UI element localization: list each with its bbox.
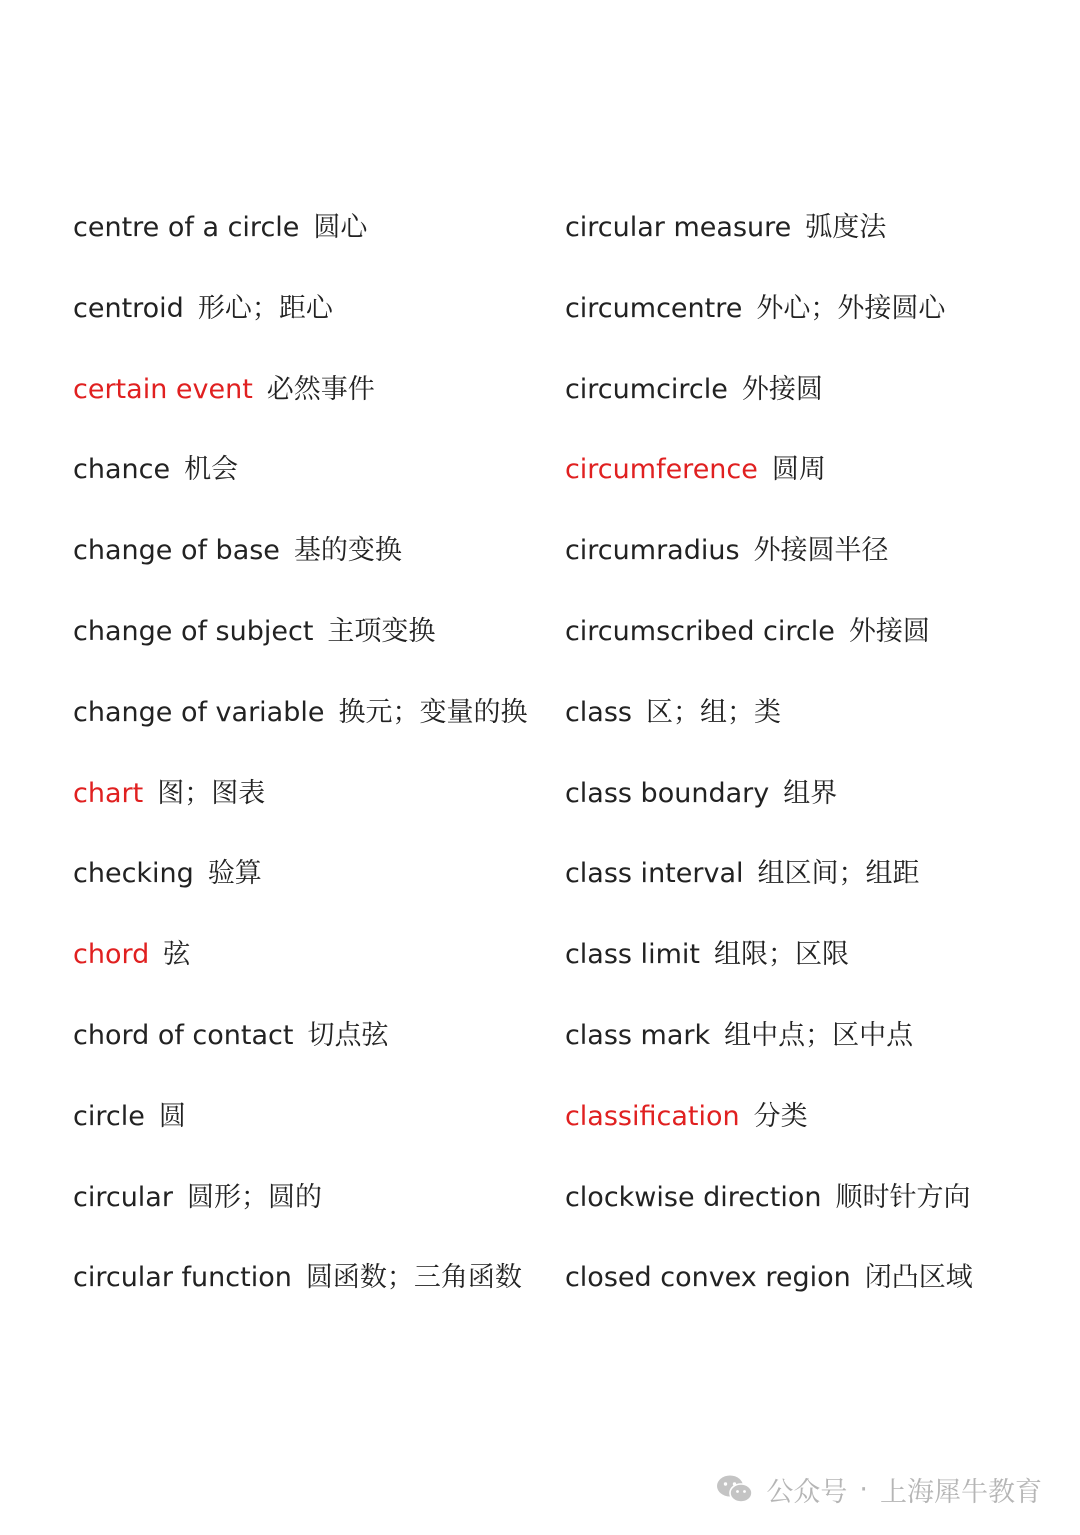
entry-translation: 切点弦 (307, 1019, 389, 1051)
glossary-entry (565, 604, 1033, 685)
entry-translation: 区；组；类 (645, 696, 781, 728)
entry-term: circumcentre (564, 292, 743, 324)
entry-term: circumference (564, 454, 758, 486)
entry-translation: 主项变换 (327, 615, 436, 647)
entry-translation: 圆形；圆的 (186, 1181, 322, 1213)
glossary-entry (73, 604, 565, 685)
entry-translation: 顺时针方向 (835, 1181, 971, 1213)
glossary-entry (73, 1250, 565, 1331)
glossary-column-right (565, 200, 1033, 1331)
entry-term: change of variable (73, 696, 325, 728)
glossary-entry (73, 766, 565, 847)
entry-translation: 验算 (207, 858, 262, 890)
entry-term: circle (73, 1100, 145, 1132)
glossary-entry (565, 523, 1033, 604)
glossary-entry (565, 927, 1033, 1008)
entry-term: class boundary (564, 777, 770, 809)
entry-translation: 分类 (753, 1100, 808, 1132)
entry-term: certain event (73, 373, 253, 405)
watermark-label: 公众号 (766, 1476, 848, 1508)
entry-term: change of subject (73, 615, 314, 647)
entry-translation: 形心；距心 (197, 292, 333, 324)
entry-term: chord of contact (73, 1019, 294, 1051)
entry-term: class mark (564, 1019, 711, 1051)
entry-translation: 弦 (163, 939, 191, 971)
entry-term: circular (73, 1181, 173, 1213)
entry-translation: 必然事件 (266, 373, 375, 405)
entry-term: circular function (73, 1262, 292, 1294)
glossary-entry (73, 442, 565, 523)
glossary-entry (565, 200, 1033, 281)
entry-term: change of base (73, 535, 280, 567)
entry-translation: 外接圆 (741, 373, 823, 405)
entry-term: closed convex region (564, 1262, 851, 1294)
glossary-entry (565, 442, 1033, 523)
entry-term: checking (73, 858, 194, 890)
entry-term: centroid (73, 292, 184, 324)
glossary-entry (565, 281, 1033, 362)
glossary-entry (565, 685, 1033, 766)
entry-translation: 弧度法 (805, 212, 887, 243)
glossary-entry (73, 200, 565, 281)
glossary-entry (73, 1008, 565, 1089)
entry-translation: 机会 (184, 454, 239, 486)
entry-translation: 组区间；组距 (757, 858, 920, 890)
watermark-separator: · (859, 1473, 868, 1505)
entry-term: class interval (564, 858, 744, 890)
entry-translation: 外接圆 (848, 615, 930, 647)
entry-term: circumcircle (564, 373, 728, 405)
wechat-icon (716, 1474, 754, 1504)
entry-term: chart (73, 777, 144, 809)
entry-translation: 圆周 (771, 454, 826, 486)
entry-term: class (564, 696, 632, 728)
glossary-entry (73, 685, 565, 766)
entry-translation: 组限；区限 (713, 939, 849, 971)
entry-translation: 组中点；区中点 (724, 1019, 914, 1051)
glossary-entry (565, 1170, 1033, 1251)
entry-term: chance (73, 454, 171, 486)
entry-translation: 圆 (158, 1100, 186, 1132)
entry-term: chord (73, 939, 150, 971)
entry-translation: 外接圆半径 (753, 535, 889, 567)
glossary-entry (73, 1089, 565, 1170)
watermark (716, 1469, 1042, 1509)
glossary-entry (73, 927, 565, 1008)
glossary-entry (565, 1089, 1033, 1170)
glossary-entry (73, 523, 565, 604)
glossary-entry (565, 766, 1033, 847)
entry-translation: 换元；变量的换 (338, 696, 528, 728)
entry-term: circumscribed circle (564, 615, 835, 647)
glossary-entry (565, 1250, 1033, 1331)
entry-term: class limit (564, 939, 700, 971)
entry-translation: 组界 (783, 777, 838, 809)
glossary-entry (565, 1008, 1033, 1089)
glossary-entry (73, 1170, 565, 1251)
entry-term: circumradius (564, 535, 740, 567)
glossary-entry (565, 362, 1033, 443)
watermark-account: 上海犀牛教育 (880, 1476, 1042, 1508)
glossary-column-left (73, 200, 565, 1331)
entry-translation: 闭凸区域 (864, 1262, 973, 1294)
entry-term: circular measure (564, 212, 792, 243)
entry-term: centre of a circle (73, 212, 300, 243)
entry-term: classification (564, 1100, 740, 1132)
glossary-entry (565, 846, 1033, 927)
entry-term: clockwise direction (564, 1181, 822, 1213)
entry-translation: 外心；外接圆心 (756, 292, 946, 324)
entry-translation: 图；图表 (157, 777, 266, 809)
entry-translation: 圆函数；三角函数 (305, 1262, 522, 1294)
entry-translation: 圆心 (313, 212, 368, 243)
glossary-entry (73, 281, 565, 362)
glossary-entry (73, 362, 565, 443)
glossary-entry (73, 846, 565, 927)
entry-translation: 基的变换 (293, 535, 402, 567)
glossary (73, 200, 1033, 1331)
